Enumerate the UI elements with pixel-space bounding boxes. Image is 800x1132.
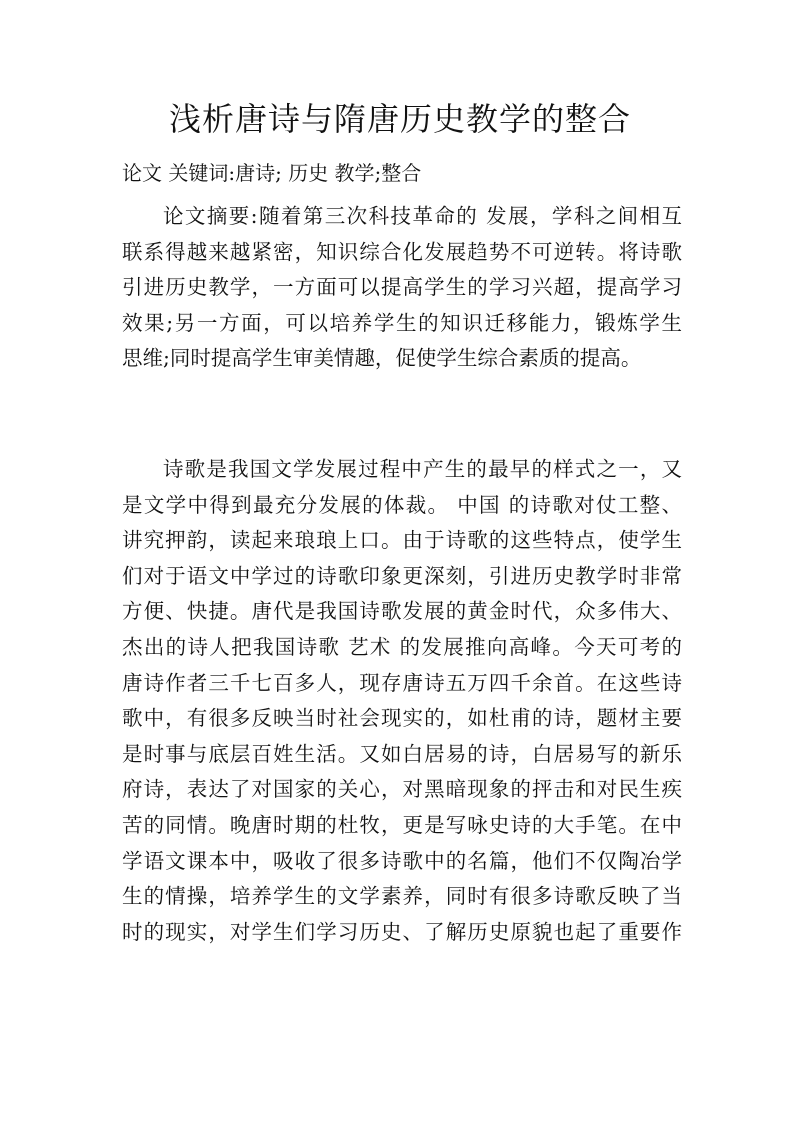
- body-line: 时的现实，对学生们学习历史、了解历史原貌也起了重要作: [122, 919, 682, 944]
- body-line: 歌中，有很多反映当时社会现实的，如杜甫的诗，题材主要: [122, 706, 682, 731]
- body-line: 唐诗作者三千七百多人，现存唐诗五万四千余首。在这些诗: [122, 670, 682, 695]
- body-line: 们对于语文中学过的诗歌印象更深刻，引进历史教学时非常: [122, 563, 682, 588]
- body-line: 诗歌是我国文学发展过程中产生的最早的样式之一，又: [163, 457, 682, 481]
- abstract-line: 效果;另一方面，可以培养学生的知识迁移能力，锻炼学生: [122, 310, 682, 335]
- abstract-line: 联系得越来越紧密，知识综合化发展趋势不可逆转。将诗歌: [122, 239, 682, 264]
- body-line: 学语文课本中，吸收了很多诗歌中的名篇，他们不仅陶冶学: [122, 848, 682, 873]
- body-line: 是时事与底层百姓生活。又如白居易的诗，白居易写的新乐: [122, 741, 682, 766]
- abstract-line: 思维;同时提高学生审美情趣，促使学生综合素质的提高。: [122, 346, 642, 371]
- document-title: 浅析唐诗与隋唐历史教学的整合: [168, 100, 631, 138]
- body-paragraph: [122, 452, 682, 950]
- body-line: 方便、快捷。唐代是我国诗歌发展的黄金时代，众多伟大、: [122, 599, 682, 624]
- body-line: 府诗，表达了对国家的关心，对黑暗现象的抨击和对民生疾: [122, 777, 682, 802]
- abstract-paragraph: [122, 199, 682, 377]
- body-line: 苦的同情。晚唐时期的杜牧，更是写咏史诗的大手笔。在中: [122, 812, 682, 837]
- body-line: 是文学中得到最充分发展的体裁。 中国 的诗歌对仗工整、: [122, 492, 682, 517]
- abstract-line: 论文摘要:随着第三次科技革命的 发展，学科之间相互: [163, 204, 682, 228]
- body-line: 生的情操，培养学生的文学素养，同时有很多诗歌反映了当: [122, 884, 682, 909]
- abstract-line: 引进历史教学，一方面可以提高学生的学习兴超，提高学习: [122, 275, 682, 300]
- body-line: 讲究押韵，读起来琅琅上口。由于诗歌的这些特点，使学生: [122, 528, 682, 553]
- body-line: 杰出的诗人把我国诗歌 艺术 的发展推向高峰。今天可考的: [122, 634, 682, 659]
- keywords-line: 论文 关键词:唐诗; 历史 教学;整合: [122, 161, 422, 185]
